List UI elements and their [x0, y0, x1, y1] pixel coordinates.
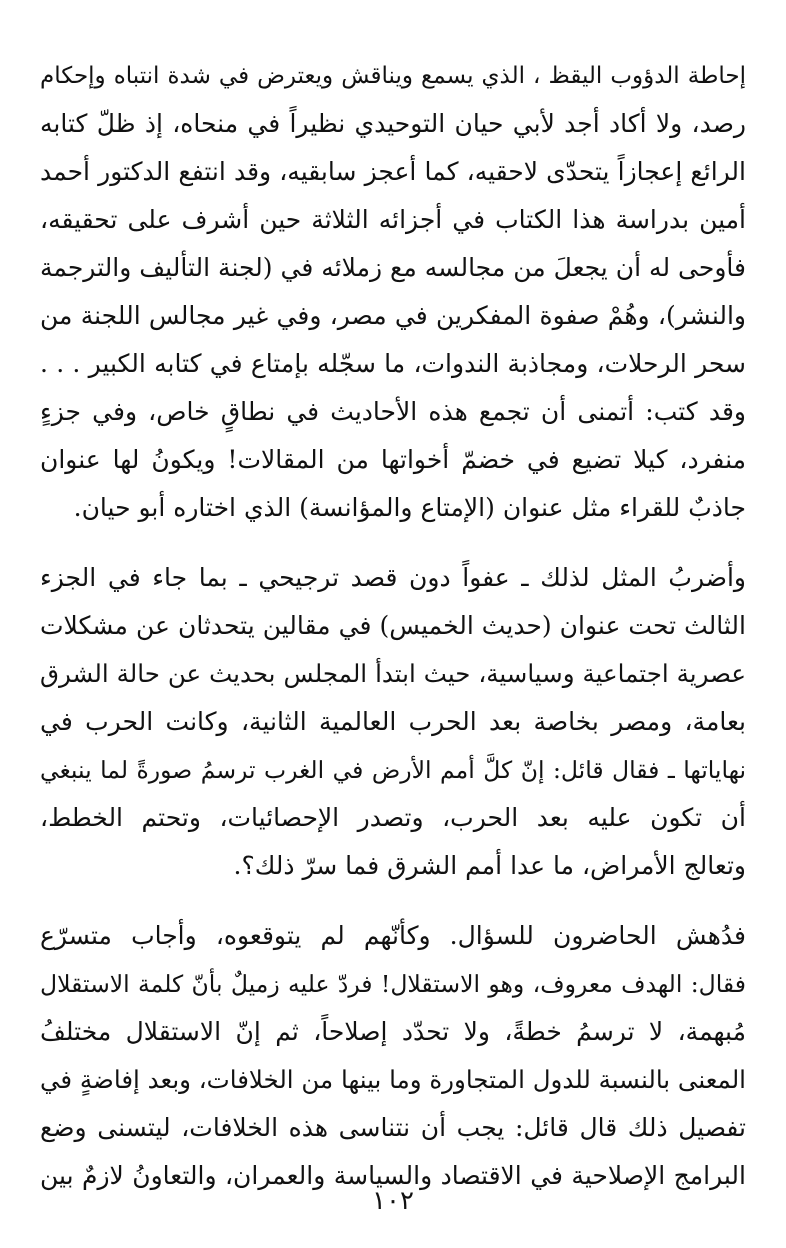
- paragraph-3: [40, 912, 746, 1200]
- text-line: البرامج الإصلاحية في الاقتصاد والسياسة والعمران، والتعاونُ لازمٌ بين: [40, 1161, 746, 1190]
- text-line: أن تكون عليه بعد الحرب، وتصدر الإحصائيات، وتحتم الخطط،: [40, 803, 746, 832]
- text-line: منفرد، كيلا تضيع في خضمّ أخواتها من المقالات! ويكونُ لها عنوان: [40, 445, 746, 474]
- text-line: بعامة، ومصر بخاصة بعد الحرب العالمية الثانية، وكانت الحرب في: [40, 707, 746, 736]
- text-line: تفصيل ذلك قال قائل: يجب أن نتناسى هذه الخلافات، ليتسنى وضع: [40, 1113, 746, 1142]
- text-line: الرائع إعجازاً يتحدّى لاحقيه، كما أعجز سابقيه، وقد انتفع الدكتور أحمد: [40, 157, 746, 186]
- text-line: المعنى بالنسبة للدول المتجاورة وما بينها من الخلافات، وبعد إفاضةٍ في: [40, 1065, 746, 1094]
- text-line: سحر الرحلات، ومجاذبة الندوات، ما سجّله بإمتاع في كتابه الكبير . . .: [40, 349, 746, 378]
- text-line: والنشر)، وهُمْ صفوة المفكرين في مصر، وفي غير مجالس اللجنة من: [40, 301, 746, 330]
- text-line: فقال: الهدف معروف، وهو الاستقلال! فردّ عليه زميلٌ بأنّ كلمة الاستقلال: [40, 970, 746, 998]
- text-line: وأضربُ المثل لذلك ـ عفواً دون قصد ترجيحي ـ بما جاء في الجزء: [40, 563, 746, 592]
- paragraph-gap: [40, 532, 746, 554]
- text-line: مُبهمة، لا ترسمُ خطةً، ولا تحدّد إصلاحاً، ثم إنّ الاستقلال مختلفُ: [40, 1017, 746, 1046]
- text-line: فدُهش الحاضرون للسؤال. وكأنّهم لم يتوقعوه، وأجاب متسرّع: [40, 921, 746, 950]
- text-line: وتعالج الأمراض، ما عدا أمم الشرق فما سرّ ذلك؟.: [233, 851, 746, 880]
- body-text: [40, 52, 746, 1200]
- text-line: أمين بدراسة هذا الكتاب في أجزائه الثلاثة حين أشرف على تحقيقه،: [40, 205, 746, 234]
- text-line: وقد كتب: أتمنى أن تجمع هذه الأحاديث في نطاقٍ خاص، وفي جزءٍ: [40, 397, 746, 426]
- text-line: رصد، ولا أكاد أجد لأبي حيان التوحيدي نظيراً في منحاه، إذ ظلّ كتابه: [40, 109, 746, 138]
- paragraph-1: [40, 52, 746, 532]
- text-line: نهاياتها ـ فقال قائل: إنّ كلَّ أمم الأرض في الغرب ترسمُ صورةً لما ينبغي: [40, 756, 746, 784]
- text-line: الثالث تحت عنوان (حديث الخميس) في مقالين يتحدثان عن مشكلات: [40, 611, 746, 640]
- page-number: ١٠٢: [372, 1186, 414, 1216]
- paragraph-2: [40, 554, 746, 890]
- text-line: جاذبٌ للقراء مثل عنوان (الإمتاع والمؤانسة) الذي اختاره أبو حيان.: [73, 493, 746, 522]
- text-line: عصرية اجتماعية وسياسية، حيث ابتدأ المجلس بحديث عن حالة الشرق: [40, 659, 746, 688]
- text-line: فأوحى له أن يجعلَ من مجالسه مع زملائه في (لجنة التأليف والترجمة: [40, 253, 746, 282]
- text-line: إحاطة الدؤوب اليقظ ، الذي يسمع ويناقش ويعترض في شدة انتباه وإحكام: [40, 63, 746, 89]
- paragraph-gap: [40, 890, 746, 912]
